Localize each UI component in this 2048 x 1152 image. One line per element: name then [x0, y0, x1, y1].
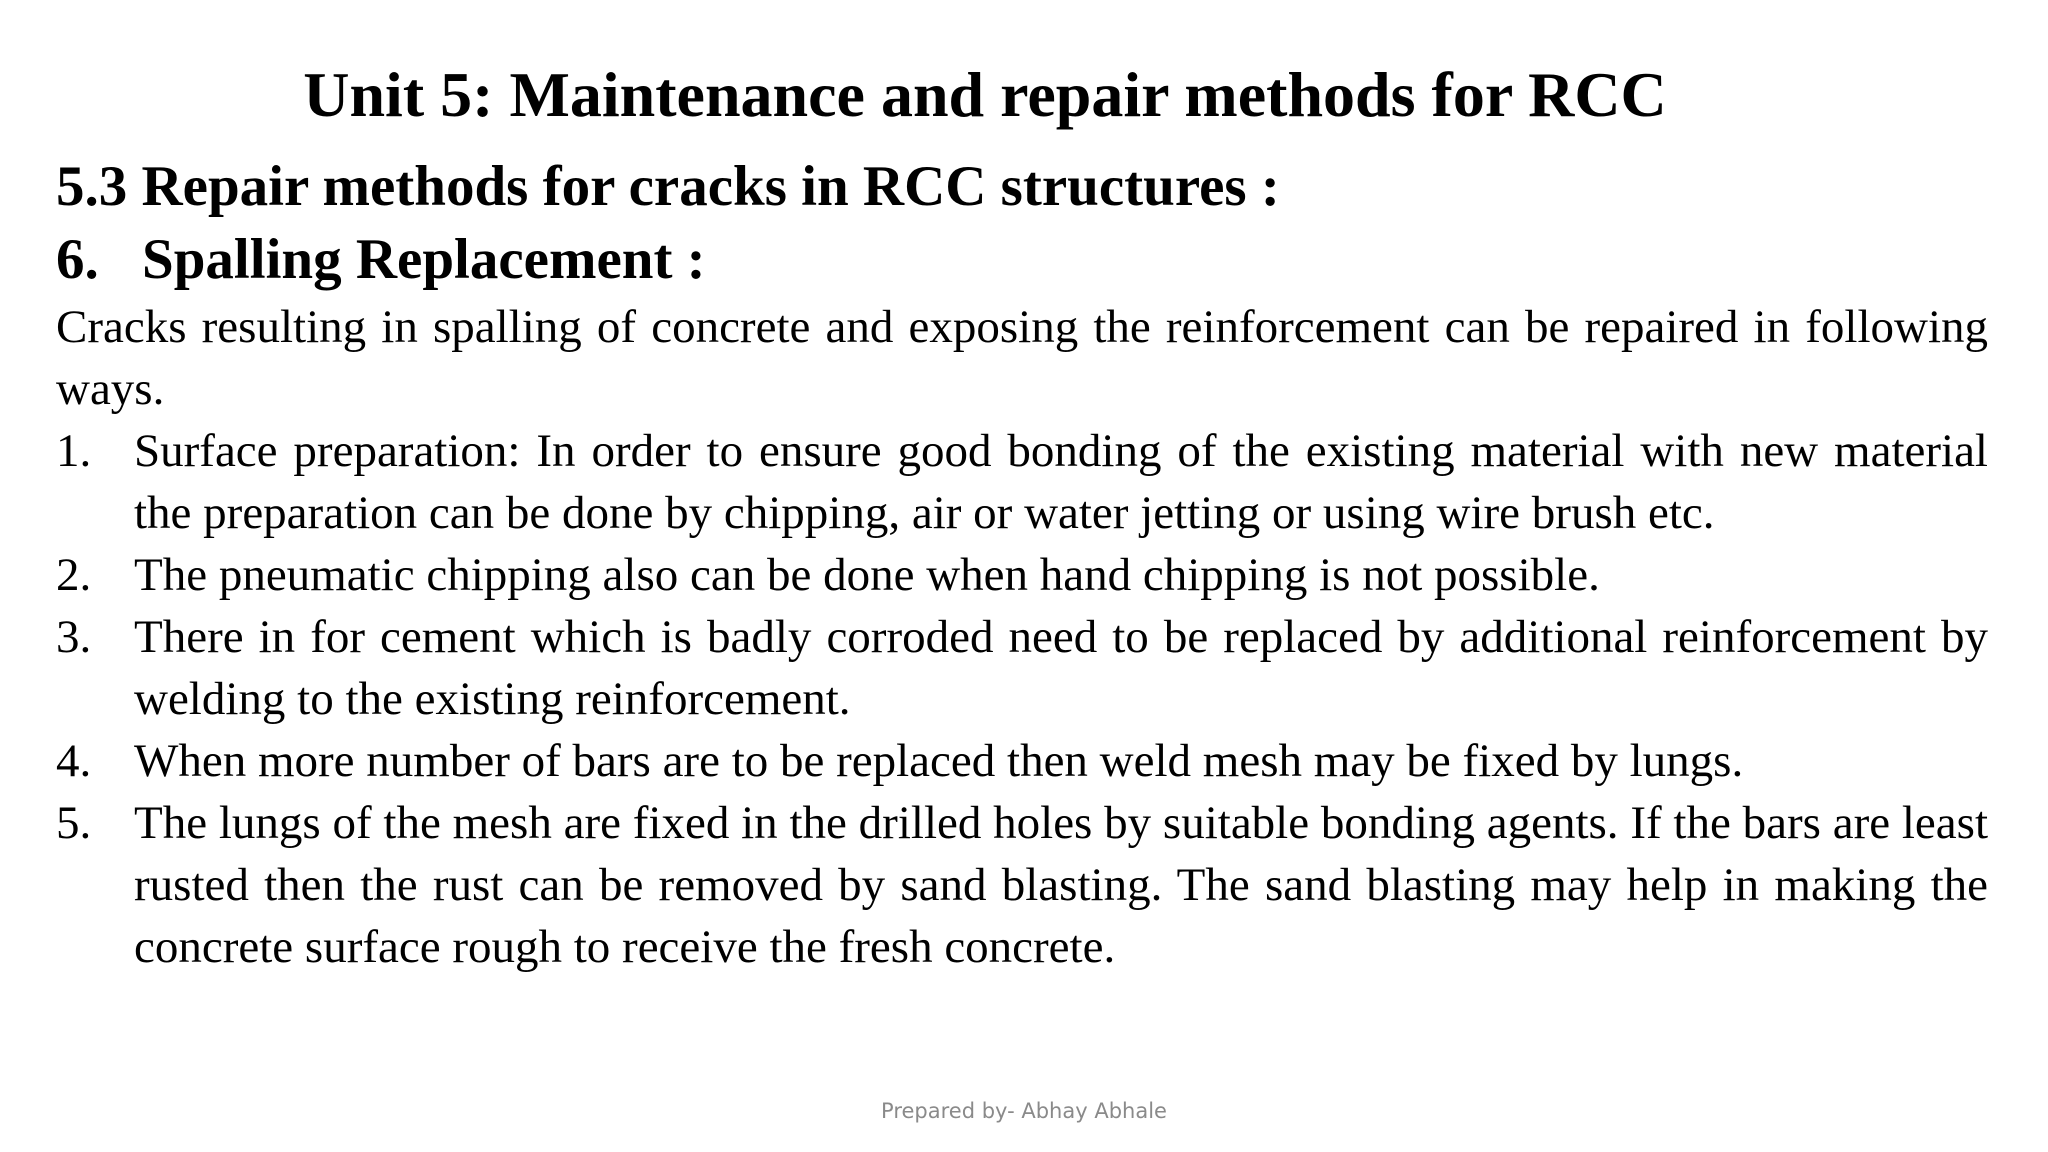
subheading-text: Spalling Replacement : — [142, 228, 706, 291]
list-item-number: 3. — [56, 611, 92, 663]
list-item-text: When more number of bars are to be replaced then weld mesh may be fixed by lungs. — [134, 735, 1744, 787]
list-item — [56, 792, 1988, 978]
list-item-number: 5. — [56, 797, 92, 849]
repair-steps-list — [56, 420, 1988, 978]
list-item — [56, 606, 1988, 730]
slide-body — [56, 296, 1988, 978]
list-item-text: The pneumatic chipping also can be done when hand chipping is not possible. — [134, 549, 1600, 601]
subheading-number: 6. — [56, 228, 99, 291]
list-item — [56, 730, 1988, 792]
list-item-number: 1. — [56, 425, 92, 477]
slide-title: Unit 5: Maintenance and repair methods for RCC — [303, 59, 1667, 130]
subheading — [56, 221, 706, 299]
list-item — [56, 420, 1988, 544]
list-item-text: Surface preparation: In order to ensure good bonding of the existing material with new material the preparation can be done by chipping, air or water jetting or using wire brush etc. — [134, 425, 1988, 539]
list-item-text: The lungs of the mesh are fixed in the drilled holes by suitable bonding agents. If the bars are least rusted then the rust can be removed by sand blasting. The sand blasting may help in making the concrete surface rough to receive the fresh concrete. — [134, 797, 1988, 973]
footer-credit: Prepared by- Abhay Abhale — [881, 1099, 1167, 1123]
section-heading: 5.3 Repair methods for cracks in RCC structures : — [56, 155, 1280, 218]
list-item-number: 4. — [56, 735, 92, 787]
list-item-number: 2. — [56, 549, 92, 601]
list-item-text: There in for cement which is badly corroded need to be replaced by additional reinforcement by welding to the existing reinforcement. — [134, 611, 1988, 725]
intro-paragraph: Cracks resulting in spalling of concrete and exposing the reinforcement can be repaired in following ways. — [56, 301, 1988, 415]
list-item — [56, 544, 1988, 606]
